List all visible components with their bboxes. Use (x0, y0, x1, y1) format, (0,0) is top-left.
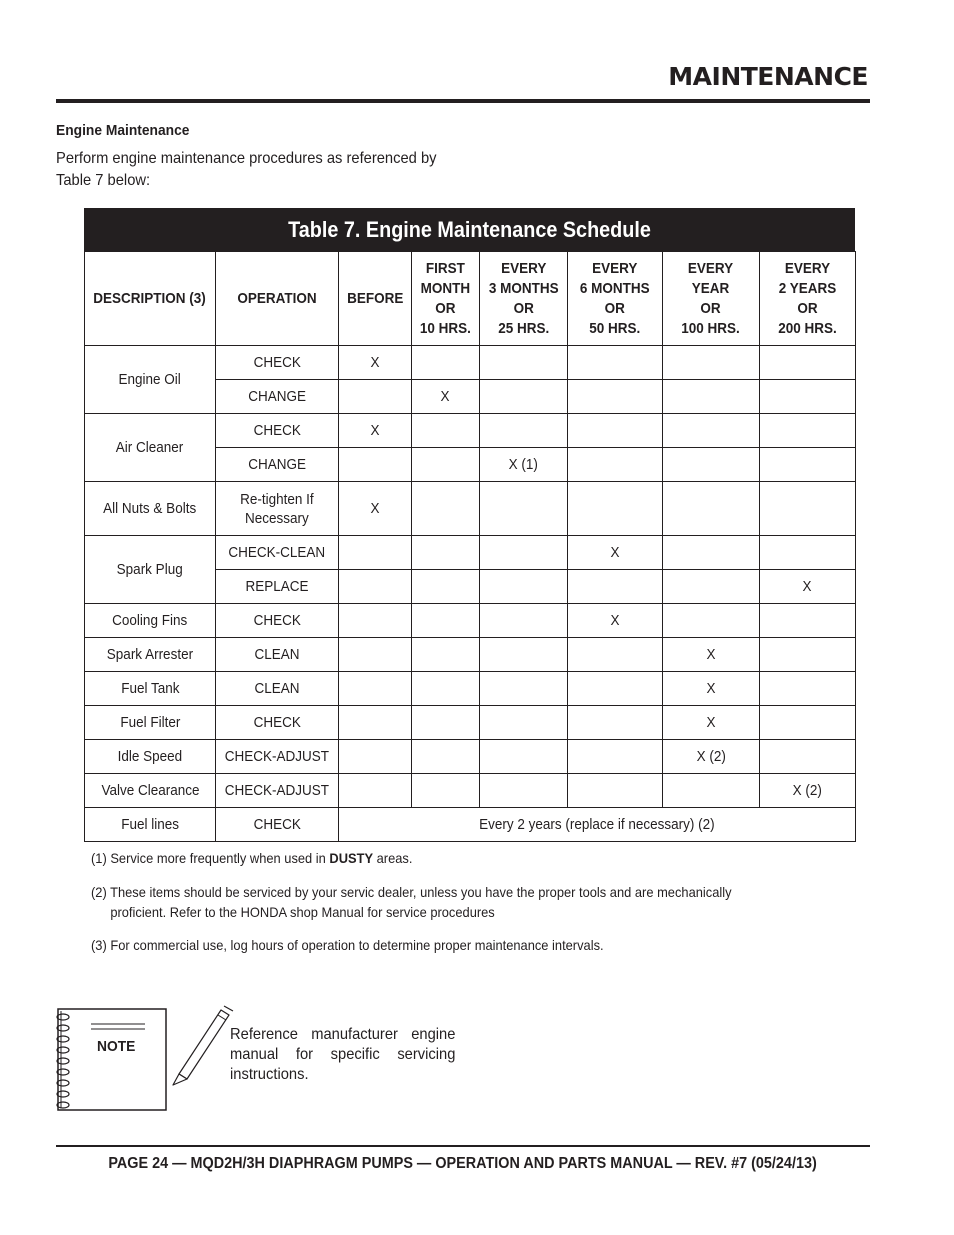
interval-cell (760, 638, 856, 672)
interval-cell (568, 774, 663, 808)
table-row (85, 672, 856, 706)
section-heading: Engine Maintenance (56, 122, 190, 139)
interval-cell (568, 482, 663, 536)
interval-cell (339, 380, 412, 414)
description-text: Cooling Fins (112, 612, 188, 629)
operation-text: CHECK (253, 422, 301, 439)
column-header (85, 252, 216, 346)
interval-cell (339, 604, 412, 638)
interval-cell (760, 536, 856, 570)
operation-text: CHECK (253, 816, 301, 833)
interval-cell (663, 672, 760, 706)
description-cell (85, 638, 216, 672)
interval-cell (339, 672, 412, 706)
column-header (412, 252, 480, 346)
operation-cell (216, 346, 339, 380)
description-text: All Nuts & Bolts (103, 500, 197, 517)
interval-cell (760, 604, 856, 638)
table-row (85, 774, 856, 808)
interval-cell (568, 536, 663, 570)
page-section-title: MAINTENANCE (668, 62, 868, 91)
column-header-line: 25 HRS. (497, 319, 550, 337)
footer-divider (56, 1145, 870, 1147)
operation-text: REPLACE (245, 578, 309, 595)
column-header-line: EVERY (688, 259, 734, 277)
operation-cell (216, 448, 339, 482)
description-text: Fuel Filter (119, 714, 181, 731)
interval-mark: X (440, 388, 450, 405)
description-cell (85, 482, 216, 536)
footnote-2-line-2: proficient. Refer to the HONDA shop Manual for service procedures (110, 904, 495, 920)
footnote-1-emphasis: DUSTY (329, 850, 374, 866)
interval-mark: X (706, 680, 716, 697)
interval-cell (663, 774, 760, 808)
description-cell (85, 774, 216, 808)
column-header-line: OR (604, 299, 626, 317)
description-cell (85, 604, 216, 638)
column-header-line: OPERATION (237, 289, 317, 307)
interval-cell (339, 774, 412, 808)
table-row (85, 638, 856, 672)
interval-mark: X (610, 612, 620, 629)
interval-cell (663, 536, 760, 570)
interval-cell (663, 346, 760, 380)
interval-cell (339, 740, 412, 774)
column-header-line: 200 HRS. (778, 319, 837, 337)
interval-cell (568, 672, 663, 706)
operation-text: CHANGE (248, 456, 306, 473)
interval-cell (480, 774, 568, 808)
operation-cell (216, 740, 339, 774)
interval-cell (760, 380, 856, 414)
interval-cell (480, 414, 568, 448)
column-header-line: EVERY (500, 259, 547, 277)
note-text: Reference manufacturer engine manual for specific servicing instructions. (230, 1026, 456, 1083)
interval-cell (760, 774, 856, 808)
column-header (568, 252, 663, 346)
interval-cell (663, 414, 760, 448)
interval-span-cell (339, 808, 856, 842)
description-text: Fuel Tank (120, 680, 180, 697)
interval-cell (760, 414, 856, 448)
description-cell (85, 808, 216, 842)
interval-mark: X (370, 500, 380, 517)
table-row (85, 482, 856, 536)
interval-cell (663, 604, 760, 638)
table-row (85, 706, 856, 740)
interval-cell (760, 482, 856, 536)
operation-text: CHECK (253, 354, 301, 371)
interval-cell (480, 482, 568, 536)
description-text: Valve Clearance (100, 782, 200, 799)
interval-cell (412, 740, 480, 774)
interval-mark: X (370, 422, 380, 439)
operation-text: CHANGE (248, 388, 306, 405)
interval-mark: X (1) (508, 456, 539, 473)
operation-text: CLEAN (254, 680, 300, 697)
maintenance-schedule-table (84, 251, 856, 842)
table-row (85, 604, 856, 638)
note-label: NOTE (97, 1038, 136, 1055)
interval-cell (480, 448, 568, 482)
interval-cell (663, 638, 760, 672)
footnote-3: (3) For commercial use, log hours of operation to determine proper maintenance intervals. (91, 937, 604, 953)
operation-text: CHECK-ADJUST (224, 748, 330, 765)
interval-cell (339, 448, 412, 482)
footer-text: PAGE 24 — MQD2H/3H DIAPHRAGM PUMPS — OPERATION AND PARTS MANUAL — REV. #7 (05/24/13) (108, 1155, 818, 1172)
description-text: Idle Speed (117, 748, 183, 765)
operation-cell (216, 414, 339, 448)
header-divider (56, 99, 870, 103)
column-header-line: 100 HRS. (681, 319, 741, 337)
description-text: Air Cleaner (116, 439, 184, 456)
interval-cell (568, 346, 663, 380)
description-cell (85, 672, 216, 706)
interval-cell (663, 380, 760, 414)
operation-cell (216, 604, 339, 638)
table-header-row (85, 252, 856, 346)
interval-cell (663, 740, 760, 774)
table-row (85, 414, 856, 448)
interval-cell (412, 604, 480, 638)
interval-cell (412, 380, 480, 414)
interval-cell (568, 706, 663, 740)
interval-cell (663, 570, 760, 604)
table-row (85, 740, 856, 774)
interval-cell (480, 740, 568, 774)
interval-cell (480, 604, 568, 638)
column-header-line: EVERY (592, 259, 638, 277)
column-header (216, 252, 339, 346)
column-header-line: 10 HRS. (419, 319, 472, 337)
column-header-line: 2 YEARS (778, 279, 837, 297)
description-cell (85, 706, 216, 740)
interval-cell (663, 448, 760, 482)
intro-paragraph: Perform engine maintenance procedures as referenced by Table 7 below: (56, 150, 437, 189)
table-row (85, 536, 856, 570)
interval-cell (412, 672, 480, 706)
interval-cell (339, 638, 412, 672)
operation-text: CHECK-CLEAN (228, 544, 326, 561)
operation-text: CHECK-ADJUST (224, 782, 330, 799)
interval-cell (412, 570, 480, 604)
interval-mark: X (610, 544, 620, 561)
interval-cell (760, 346, 856, 380)
operation-text: Necessary (245, 509, 309, 527)
footnote-1-tail: areas. (376, 850, 413, 866)
footnote-1 (91, 848, 753, 868)
interval-cell (663, 706, 760, 740)
column-header (480, 252, 568, 346)
column-header-line: OR (435, 299, 456, 317)
interval-cell (339, 346, 412, 380)
operation-cell (216, 808, 339, 842)
interval-mark: X (706, 646, 716, 663)
interval-cell (412, 706, 480, 740)
interval-cell (412, 536, 480, 570)
interval-span-text: Every 2 years (replace if necessary) (2) (479, 816, 715, 833)
operation-cell (216, 380, 339, 414)
interval-cell (480, 706, 568, 740)
interval-cell (480, 380, 568, 414)
interval-cell (663, 482, 760, 536)
interval-cell (760, 740, 856, 774)
footnotes (91, 848, 811, 969)
operation-text: Re-tighten If (240, 490, 314, 508)
interval-cell (339, 570, 412, 604)
operation-text: CHECK (253, 612, 301, 629)
interval-cell (339, 536, 412, 570)
interval-cell (568, 740, 663, 774)
column-header-line: DESCRIPTION (3) (93, 289, 207, 307)
operation-cell (216, 672, 339, 706)
interval-cell (760, 706, 856, 740)
footnote-2-line-1: (2) These items should be serviced by your servic dealer, unless you have the proper tools and are mechanically (91, 884, 732, 900)
column-header-line: 3 MONTHS (488, 279, 559, 297)
interval-cell (339, 482, 412, 536)
interval-cell (339, 706, 412, 740)
table-title: Table 7. Engine Maintenance Schedule (288, 216, 651, 242)
interval-cell (480, 536, 568, 570)
interval-cell (568, 448, 663, 482)
table-row (85, 346, 856, 380)
interval-cell (760, 448, 856, 482)
column-header-line: YEAR (692, 279, 730, 297)
interval-cell (412, 414, 480, 448)
operation-text: CHECK (253, 714, 301, 731)
column-header-line: 6 MONTHS (580, 279, 650, 297)
interval-cell (412, 448, 480, 482)
interval-cell (339, 414, 412, 448)
interval-cell (412, 774, 480, 808)
interval-cell (568, 570, 663, 604)
interval-cell (568, 414, 663, 448)
operation-cell (216, 706, 339, 740)
interval-cell (568, 638, 663, 672)
interval-cell (568, 380, 663, 414)
description-text: Engine Oil (118, 371, 182, 388)
page-footer (56, 1155, 870, 1173)
operation-cell (216, 638, 339, 672)
description-text: Spark Plug (116, 561, 184, 578)
operation-cell (216, 774, 339, 808)
interval-cell (480, 346, 568, 380)
column-header-line: MONTH (420, 279, 471, 297)
interval-cell (568, 604, 663, 638)
column-header (663, 252, 760, 346)
table-row (85, 808, 856, 842)
column-header-line: 50 HRS. (589, 319, 641, 337)
column-header-line: OR (513, 299, 534, 317)
interval-cell (760, 570, 856, 604)
interval-mark: X (2) (792, 782, 823, 799)
description-text: Spark Arrester (106, 646, 194, 663)
interval-mark: X (370, 354, 380, 371)
description-cell (85, 740, 216, 774)
description-cell (85, 414, 216, 482)
interval-cell (412, 638, 480, 672)
column-header-line: OR (700, 299, 722, 317)
column-header (760, 252, 856, 346)
operation-text: CLEAN (254, 646, 300, 663)
interval-cell (480, 638, 568, 672)
operation-cell (216, 570, 339, 604)
operation-cell (216, 482, 339, 536)
footnote-2 (91, 882, 753, 922)
interval-cell (480, 570, 568, 604)
interval-cell (412, 482, 480, 536)
column-header-line: OR (797, 299, 818, 317)
interval-cell (480, 672, 568, 706)
description-text: Fuel lines (121, 816, 179, 833)
description-cell (85, 536, 216, 604)
column-header-line: FIRST (425, 259, 465, 277)
column-header (339, 252, 412, 346)
interval-cell (412, 346, 480, 380)
notebook-pencil-icon (50, 1002, 240, 1114)
column-header-line: BEFORE (346, 289, 404, 307)
operation-cell (216, 536, 339, 570)
column-header-line: EVERY (784, 259, 831, 277)
interval-mark: X (2) (696, 748, 726, 765)
interval-mark: X (802, 578, 812, 595)
interval-mark: X (706, 714, 716, 731)
interval-cell (760, 672, 856, 706)
table-title-bar (84, 208, 855, 251)
description-cell (85, 346, 216, 414)
footnote-1-text: (1) Service more frequently when used in (91, 850, 326, 866)
